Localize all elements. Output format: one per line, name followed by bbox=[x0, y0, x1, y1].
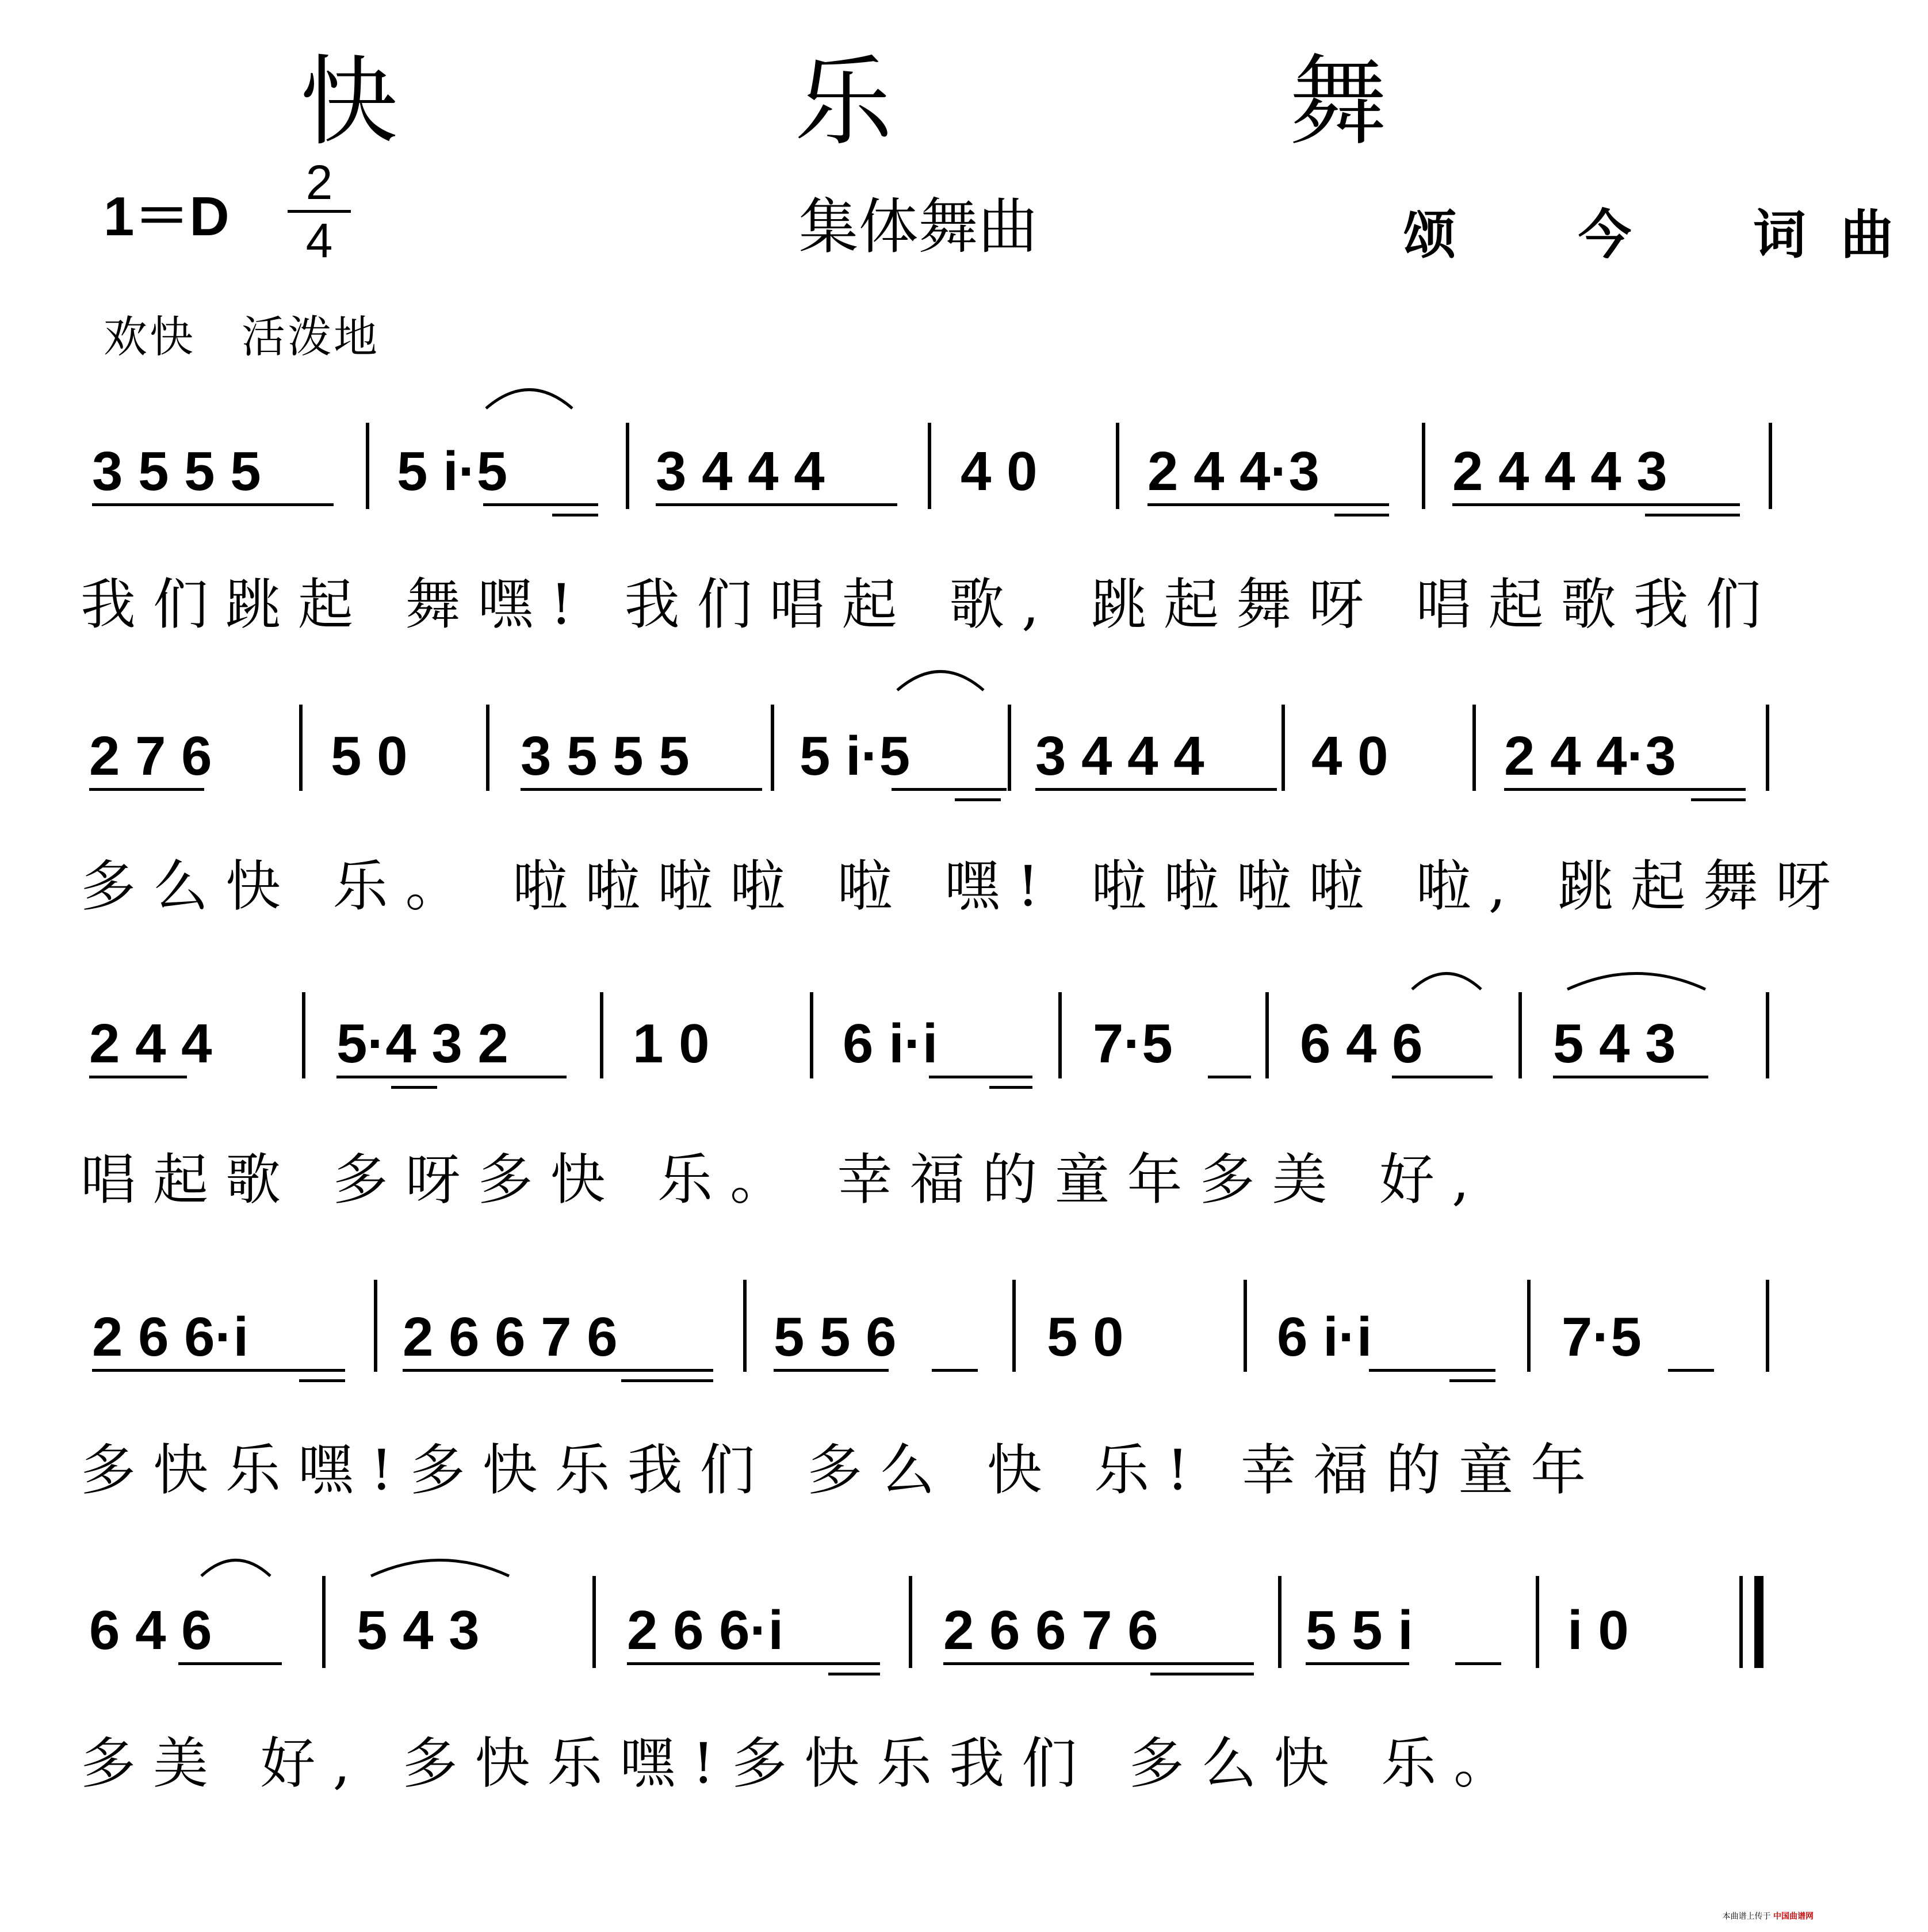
barline bbox=[1518, 992, 1522, 1078]
beam-underline bbox=[1645, 514, 1740, 517]
lyrics-line: 多美 好, 多快乐嘿!多快乐我们 多么快 乐。 bbox=[81, 1731, 1527, 1796]
measure: 7·5 bbox=[1562, 1306, 1642, 1368]
measure: 6 4 6 bbox=[1300, 1013, 1423, 1074]
measure: 5 i·5 bbox=[799, 725, 911, 787]
slur bbox=[483, 382, 575, 411]
beam-underline bbox=[89, 1076, 187, 1078]
barline bbox=[1278, 1576, 1281, 1668]
beam-underline bbox=[955, 798, 1001, 801]
beam-underline bbox=[774, 1369, 889, 1372]
beam-underline bbox=[1334, 514, 1389, 517]
lyrics-line: 多么快 乐。 啦啦啦啦 啦 嘿! 啦啦啦啦 啦, 跳起舞呀 bbox=[81, 854, 1848, 919]
barline bbox=[1116, 423, 1119, 509]
beam-underline bbox=[1392, 1076, 1493, 1078]
slur bbox=[1564, 966, 1708, 992]
footer-text: 本曲谱上传于 bbox=[1722, 1912, 1771, 1921]
measure: 4 0 bbox=[961, 441, 1038, 502]
measure: 4 0 bbox=[1311, 725, 1388, 787]
beam-underline bbox=[178, 1662, 282, 1665]
beam-underline bbox=[828, 1673, 880, 1675]
measure: 6 i·i bbox=[1277, 1306, 1372, 1368]
measure: 3 5 5 5 bbox=[521, 725, 690, 787]
composer-credit: 颂 今 词曲 bbox=[1403, 204, 1928, 266]
barline bbox=[366, 423, 369, 509]
barline bbox=[1281, 705, 1285, 791]
measure: 2 6 6·i bbox=[627, 1600, 784, 1661]
barline bbox=[302, 992, 305, 1078]
measure: 5·4 3 2 bbox=[336, 1013, 508, 1074]
measure: 6 i·i bbox=[843, 1013, 938, 1074]
beam-underline bbox=[656, 503, 897, 506]
measure: 5 0 bbox=[331, 725, 408, 787]
barline bbox=[1527, 1280, 1531, 1372]
barline bbox=[322, 1576, 326, 1668]
barline bbox=[1766, 1280, 1769, 1372]
beam-underline bbox=[336, 1076, 567, 1078]
beam-underline bbox=[391, 1086, 437, 1089]
beam-underline bbox=[92, 503, 334, 506]
beam-underline bbox=[943, 1662, 1254, 1665]
song-genre: 集体舞曲 bbox=[798, 192, 1038, 262]
final-barline-thick bbox=[1754, 1576, 1763, 1668]
footer-credit bbox=[1723, 1910, 1814, 1922]
measure: 2 4 4 bbox=[89, 1013, 212, 1074]
barline bbox=[592, 1576, 596, 1668]
measure: 2 7 6 bbox=[89, 725, 212, 787]
measure: 2 6 6 7 6 bbox=[943, 1600, 1158, 1661]
beam-underline bbox=[92, 1369, 345, 1372]
beam-underline bbox=[1455, 1662, 1501, 1665]
barline bbox=[928, 423, 931, 509]
beam-underline bbox=[1208, 1076, 1251, 1078]
barline bbox=[1008, 705, 1011, 791]
measure: 5 4 3 bbox=[357, 1600, 480, 1661]
beam-underline bbox=[1150, 1673, 1254, 1675]
beam-underline bbox=[1369, 1369, 1495, 1372]
lyrics-line: 多快乐嘿!多快乐我们 多么 快 乐! 幸福的童年 bbox=[81, 1438, 1604, 1502]
measure: 2 6 6 7 6 bbox=[403, 1306, 618, 1368]
time-denominator: 4 bbox=[305, 213, 333, 267]
measure: 3 4 4 4 bbox=[656, 441, 825, 502]
measure: 5 5 6 bbox=[774, 1306, 897, 1368]
measure: 5 5 i bbox=[1306, 1600, 1413, 1661]
beam-underline bbox=[1147, 503, 1389, 506]
barline bbox=[1769, 423, 1772, 509]
beam-underline bbox=[621, 1379, 713, 1382]
slur bbox=[198, 1553, 273, 1579]
barline bbox=[486, 705, 489, 791]
lyrics-line: 我们跳起 舞嘿! 我们唱起 歌, 跳起舞呀 唱起歌我们 bbox=[81, 572, 1778, 637]
beam-underline bbox=[1668, 1369, 1714, 1372]
measure: 3 5 5 5 bbox=[92, 441, 261, 502]
beam-underline bbox=[521, 788, 762, 791]
footer-site: 中国曲谱网 bbox=[1773, 1912, 1814, 1921]
beam-underline bbox=[1553, 1076, 1708, 1078]
barline bbox=[1012, 1280, 1016, 1372]
slur bbox=[1409, 966, 1484, 992]
measure: 5 i·5 bbox=[397, 441, 508, 502]
beam-underline bbox=[89, 788, 204, 791]
barline bbox=[374, 1280, 377, 1372]
barline bbox=[1244, 1280, 1247, 1372]
measure: 2 4 4·3 bbox=[1147, 441, 1319, 502]
beam-underline bbox=[929, 1076, 1032, 1078]
beam-underline bbox=[1691, 798, 1746, 801]
slur bbox=[894, 664, 986, 693]
beam-underline bbox=[1306, 1662, 1409, 1665]
measure: 2 6 6·i bbox=[92, 1306, 249, 1368]
beam-underline bbox=[403, 1369, 713, 1372]
tempo-marking: 欢快 活泼地 bbox=[104, 311, 380, 362]
barline bbox=[1265, 992, 1269, 1078]
barline bbox=[299, 705, 303, 791]
slur bbox=[368, 1553, 512, 1579]
barline bbox=[1058, 992, 1062, 1078]
measure: 2 4 4·3 bbox=[1504, 725, 1676, 787]
barline bbox=[600, 992, 603, 1078]
song-title: 快 乐 舞 bbox=[300, 45, 1537, 159]
measure: 5 4 3 bbox=[1553, 1013, 1676, 1074]
measure: 3 4 4 4 bbox=[1035, 725, 1204, 787]
final-barline-thin bbox=[1739, 1576, 1743, 1668]
beam-underline bbox=[1504, 788, 1746, 791]
measure: 1 0 bbox=[633, 1013, 710, 1074]
beam-underline bbox=[1035, 788, 1277, 791]
barline bbox=[743, 1280, 747, 1372]
measure: 2 4 4 4 3 bbox=[1452, 441, 1667, 502]
measure: 5 0 bbox=[1047, 1306, 1124, 1368]
lyrics-line: 唱起歌 多呀多快 乐。 幸福的童年多美 好, bbox=[81, 1147, 1487, 1212]
barline bbox=[626, 423, 629, 509]
beam-underline bbox=[1449, 1379, 1495, 1382]
barline bbox=[1422, 423, 1425, 509]
beam-underline bbox=[552, 514, 598, 517]
barline bbox=[771, 705, 774, 791]
barline bbox=[1536, 1576, 1539, 1668]
barline bbox=[1766, 705, 1769, 791]
beam-underline bbox=[892, 788, 1007, 791]
beam-underline bbox=[627, 1662, 880, 1665]
key-signature: 1＝D bbox=[104, 186, 229, 247]
barline bbox=[1472, 705, 1476, 791]
barline bbox=[810, 992, 813, 1078]
beam-underline bbox=[932, 1369, 978, 1372]
measure: 6 4 6 bbox=[89, 1600, 212, 1661]
time-numerator: 2 bbox=[288, 158, 351, 213]
measure: 7·5 bbox=[1093, 1013, 1173, 1074]
beam-underline bbox=[483, 503, 598, 506]
barline bbox=[909, 1576, 912, 1668]
beam-underline bbox=[299, 1379, 345, 1382]
beam-underline bbox=[989, 1086, 1032, 1089]
barline bbox=[1766, 992, 1769, 1078]
measure: i 0 bbox=[1567, 1600, 1629, 1661]
beam-underline bbox=[1452, 503, 1740, 506]
